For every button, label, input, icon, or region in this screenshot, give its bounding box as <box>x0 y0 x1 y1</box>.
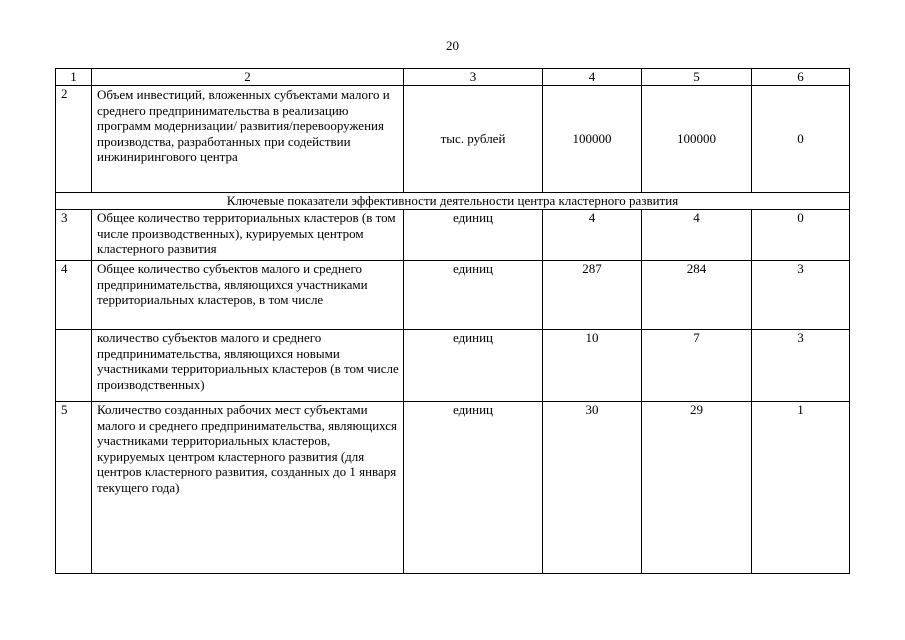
unit-cell: тыс. рублей <box>404 86 543 193</box>
value-col6: 1 <box>752 402 850 574</box>
value-col6: 0 <box>752 86 850 193</box>
table-header-row <box>56 69 850 86</box>
section-row <box>56 193 850 210</box>
row-number: 4 <box>56 261 92 330</box>
value-col4: 10 <box>543 330 642 402</box>
indicator-name: Общее количество территориальных кластеров (в том числе производственных), курируемых центром кластерного развития <box>92 210 404 261</box>
value-col6: 0 <box>752 210 850 261</box>
row-number: 5 <box>56 402 92 574</box>
indicator-name: количество субъектов малого и среднего предпринимательства, являющихся новыми участниками территориальных кластеров (в том числе производственных) <box>92 330 404 402</box>
unit-cell: единиц <box>404 330 543 402</box>
value-col4: 4 <box>543 210 642 261</box>
header-cell-1: 1 <box>56 69 92 86</box>
row-number <box>56 330 92 402</box>
page-number: 20 <box>446 38 459 53</box>
unit-cell: единиц <box>404 210 543 261</box>
indicator-name: Количество созданных рабочих мест субъектами малого и среднего предпринимательства, являющихся участниками территориальных кластеров, курируемых центром кластерного развития (для центров кластерного развития, созданных до 1 января текущего года) <box>92 402 404 574</box>
value-col5: 7 <box>642 330 752 402</box>
indicators-table <box>55 68 850 574</box>
value-col5: 284 <box>642 261 752 330</box>
header-cell-5: 5 <box>642 69 752 86</box>
unit-cell: единиц <box>404 402 543 574</box>
header-cell-2: 2 <box>92 69 404 86</box>
row-number: 2 <box>56 86 92 193</box>
indicator-name: Общее количество субъектов малого и среднего предпринимательства, являющихся участниками территориальных кластеров, в том числе <box>92 261 404 330</box>
table-row <box>56 86 850 193</box>
row-number: 3 <box>56 210 92 261</box>
value-col4: 287 <box>543 261 642 330</box>
value-col6: 3 <box>752 261 850 330</box>
value-col4: 30 <box>543 402 642 574</box>
value-col5: 29 <box>642 402 752 574</box>
section-title: Ключевые показатели эффективности деятельности центра кластерного развития <box>56 193 850 210</box>
value-col6: 3 <box>752 330 850 402</box>
indicator-name: Объем инвестиций, вложенных субъектами малого и среднего предпринимательства в реализацию программ модернизации/ развития/перевооружения производства, разработанных при содействии инжинирингового центра <box>92 86 404 193</box>
value-col4: 100000 <box>543 86 642 193</box>
header-cell-6: 6 <box>752 69 850 86</box>
value-col5: 100000 <box>642 86 752 193</box>
value-col5: 4 <box>642 210 752 261</box>
table-row <box>56 261 850 330</box>
unit-cell: единиц <box>404 261 543 330</box>
header-cell-3: 3 <box>404 69 543 86</box>
table-row <box>56 402 850 574</box>
table-row <box>56 330 850 402</box>
header-cell-4: 4 <box>543 69 642 86</box>
table-row <box>56 210 850 261</box>
